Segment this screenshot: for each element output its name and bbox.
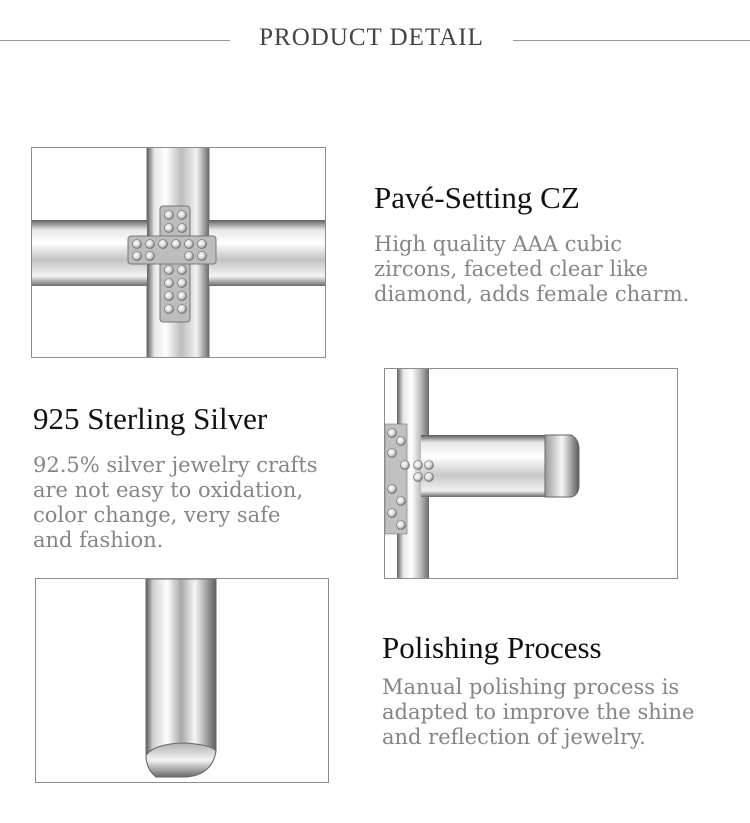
silver-detail-image [384,368,678,579]
feature-desc-cz: High quality AAA cubic zircons, faceted clear like diamond, adds female charm. [374,232,690,306]
header-rule-left [0,40,230,41]
feature-title-silver: 925 Sterling Silver [33,401,268,436]
polishing-detail-image [35,578,329,783]
feature-title-cz: Pavé-Setting CZ [374,180,580,215]
section-title: PRODUCT DETAIL [259,24,484,51]
header-rule-right [513,40,750,41]
cz-detail-image [31,147,326,358]
section-header [0,18,750,62]
feature-desc-polishing: Manual polishing process is adapted to improve the shine and reflection of jewelry. [382,675,695,749]
feature-desc-silver: 92.5% silver jewelry crafts are not easy to oxidation, color change, very safe and fashion. [33,453,318,552]
feature-title-polishing: Polishing Process [382,630,602,665]
